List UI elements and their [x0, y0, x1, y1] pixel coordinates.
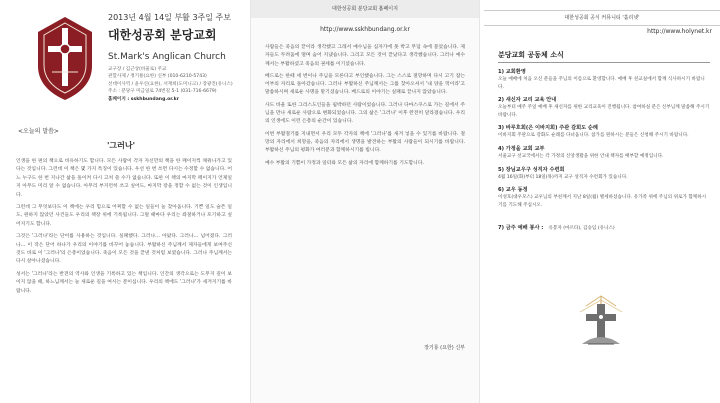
church-name-korean: 대한성공회 분당교회: [108, 28, 217, 42]
news-item-title: 6) 교우 동정: [498, 187, 528, 194]
holynet-url-link[interactable]: http://www.holynet.kr: [647, 28, 712, 35]
news-item-title: 5) 장님교우구 성직자 수련회: [498, 166, 565, 173]
continuation-paragraph: 이번 부활절기를 지내면서 우리 모두 각자의 책에 '그러나'를 새겨 넣을 수 있기를 바랍니다. 절망의 자리에서 희망을, 죽음의 자리에서 생명을 발견하는 부활의 사람들이 되시기를 바랍니다. 부활하신 주님의 평화가 여러분과 함께하시기를 빕니다.: [265, 131, 465, 154]
continuation-paragraph: 베드로는 한때 세 번이나 주님을 모른다고 부인했습니다. 그는 스스로 절망하며 다시 고기 잡는 어부의 자리로 돌아갔습니다. 그러나 부활하신 주님께서는 그를 찾아오셔서 '내 양을 먹이라'고 말씀하시며 새로운 사명을 맡기셨습니다. 베드로의 이야기는 실패로 끝나지 않았습니다.: [265, 73, 465, 96]
info-line: 선데이사역 / 윤우신(요한), 서재희(도미니크) / 장광진(유니스): [108, 81, 233, 87]
news-item-desc: 4월 16일(화)부터 18일(목)까지 교구 성직자 수련회가 있습니다.: [498, 174, 628, 180]
news-item: [498, 214, 710, 233]
news-item-title: 3) 바루호회(은 이바지회) 주관 감회도 순례: [498, 125, 598, 132]
news-divider: [498, 62, 710, 63]
continuation-paragraph: 사람들은 죽음의 끝이라 생각했고 그래서 예수님을 십자가에 못 박고 무덤 속에 묻었습니다. 제자들도 두려움에 떨며 숨어 지냈습니다. 그리고 모든 것이 끝났다고 생각했습니다. 그러나 예수께서는 부활하셨고 죽음의 권세를 이기셨습니다.: [265, 45, 465, 67]
news-item-title: 2) 새신자 교리 교육 안내: [498, 97, 557, 104]
bulletin-header: [0, 0, 242, 118]
news-item: [498, 166, 710, 182]
info-line: 관할사제 / 정기룡(요한) 신부 (010-6210-5743): [108, 74, 207, 80]
holynet-header: 대한성공회 공식 커뮤니티 '홀리넷': [484, 10, 720, 26]
continuation-body: [265, 44, 465, 172]
issue-date: 2013년 4월 14일 부활 3주일 주보: [108, 13, 231, 22]
news-item: [498, 145, 710, 161]
bulletin-cover-column: [0, 0, 242, 403]
news-item-title: 7) 금주 예배 봉사 :: [498, 225, 544, 232]
sermon-paragraph: 성서는 '그러나'라는 반전의 역사와 인생을 기록하고 있는 책입니다. 인간의 생각으로는 도무지 길이 보이지 않을 때, 하느님께서는 늘 새로운 길을 여시는 분이십니다. 우리의 책에도 '그러나'가 새겨지기를 바랍니다.: [16, 271, 232, 294]
priest-signature: 장기룡 (요한) 신부: [424, 345, 465, 351]
news-title: 분당교회 공동체 소식: [498, 51, 564, 59]
news-item: [498, 186, 710, 209]
church-seal-icon: [30, 14, 100, 104]
news-item-desc: 이성호(대우모스) 교우님의 부친께서 지난 8일(월) 별세하셨습니다. 유가족 위에 주님의 위로가 함께하시기를 기도해 주십시오.: [498, 195, 707, 208]
news-item-desc: 오늘부터 매주 주일 예배 후 새신자를 위한 교리교육이 진행됩니다. 참여하실 분은 신부님께 말씀해 주시기 바랍니다.: [498, 105, 710, 118]
news-list: [498, 68, 710, 238]
news-item-desc: 서울교구 선교국에서는 각 가정의 신앙생활을 위한 안내 책자를 배부할 예정입니다.: [498, 153, 664, 159]
sermon-label: <오늘의 말씀>: [18, 128, 59, 135]
church-name-english: St.Mark's Anglican Church: [108, 52, 226, 62]
news-item-desc: 이바지회 주관으로 강화도 순례를 다녀옵니다. 참가를 원하시는 분들은 신청해 주시기 바랍니다.: [498, 133, 689, 139]
homepage-url-link[interactable]: http://www.sskhbundang.or.kr: [320, 26, 410, 33]
community-news-column: [484, 0, 720, 403]
news-item-desc: 유봉자 (마르타), 김승임 (유니스): [548, 226, 615, 232]
news-item: [498, 68, 710, 91]
homepage-line: 홈페이지 : sskhbundang.or.kr: [108, 96, 179, 102]
news-item-title: 1) 교회환영: [498, 69, 526, 75]
clergy-info: [108, 66, 240, 103]
continuation-paragraph: 예수 부활의 기쁨이 가정과 일터와 모든 삶의 자리에 함께하기를 기도합니다.: [265, 160, 424, 166]
info-line: 주소 : 분당구 미금일로 74번길 5-1 (031-716-6679): [108, 89, 217, 95]
sermon-continuation-column: [250, 0, 480, 403]
sermon-paragraph: 인생을 한 편의 책으로 비유하기도 합니다. 모든 사람이 각자 자신만의 책을 한 페이지씩 채워나가고 있다는 것입니다. 그런데 이 책은 몇 가지 특징이 있습니다. 우선 한 번 쓰면 다시는 수정할 수 없습니다. 어느 누구도 한 번 지나간 삶을 돌이켜 다시 고쳐 쓸 수가 없습니다. 또한 이 책의 마지막 페이지가 언제일지 아무도 미리 알 수 없습니다. 아무리 부지런히 쓰고 싶어도, 마지막 장을 정할 수 없는 것이 인생입니다.: [16, 159, 232, 198]
sermon-body: [16, 158, 232, 300]
sermon-title: '그러나': [106, 141, 136, 150]
sermon-paragraph: 그런데 그 무엇보다도 이 책에는 우리 힘으로 어찌할 수 없는 일들이 늘 찾아옵니다. 기쁜 일도 슬픈 일도, 원하지 않았던 사건들도 우리의 책장 위에 기록됩니다. 그럴 때마다 우리는 좌절하거나 포기하고 싶어지기도 합니다.: [16, 205, 232, 227]
sermon-paragraph: 그것은 '그러나'라는 단어를 사용하는 것입니다. 실패했다. 그러나… 아팠다. 그러나… 넘어졌다. 그러나… 이 작은 단어 하나가 우리의 이야기를 바꾸어 놓습니다. 부활하신 주님께서 제자들에게 보여주신 것도 바로 이 '그러나'의 은총이었습니다. 죽음이 모든 것을 끝낸 것처럼 보였습니다. 그러나 주님께서는 다시 살아나셨습니다.: [16, 234, 232, 265]
info-line: 교구장 / 김근상(바울로) 주교: [108, 67, 167, 72]
news-item: [498, 124, 710, 140]
resurrection-emblem-icon: [574, 294, 628, 350]
homepage-header: 대한성공회 분당교회 홈페이지: [251, 0, 479, 18]
news-item: [498, 96, 710, 119]
news-item-title: 4) 가정을 교회 교부: [498, 145, 545, 152]
continuation-paragraph: 사도 바울 또한 그리스도인들을 핍박하던 사람이었습니다. 그러나 다마스쿠스로 가는 길에서 주님을 만나 새로운 사람으로 변화되었습니다. 그의 삶은 '그러나' 이후 완전히 달라졌습니다. 우리의 인생에도 이런 은총의 순간이 있습니다.: [265, 102, 465, 125]
news-item-desc: 오늘 예배에 처음 오신 분들을 주님의 이름으로 환영합니다. 예배 후 친교실에서 함께 식사하시기 바랍니다.: [498, 77, 705, 90]
